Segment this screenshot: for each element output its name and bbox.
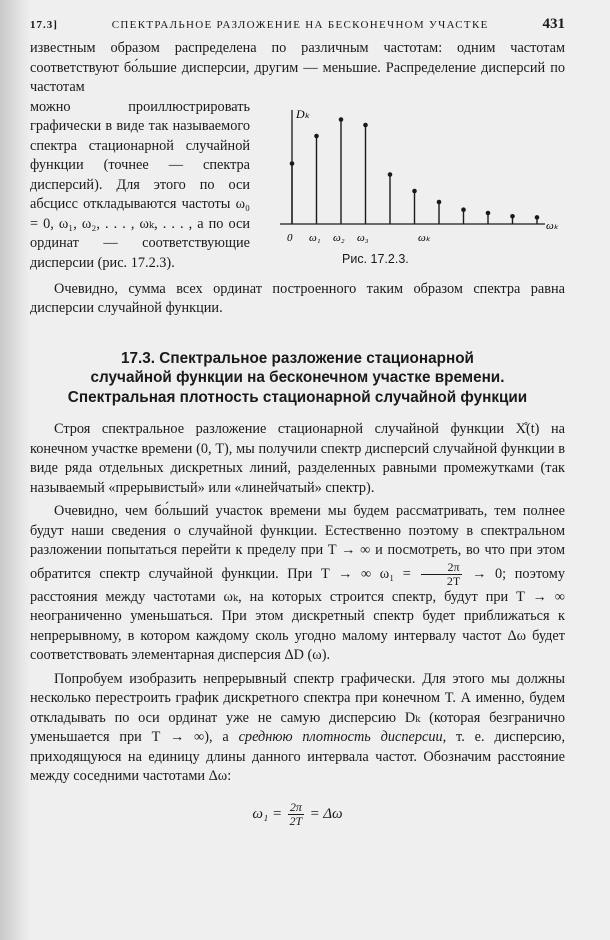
spectrum-point-3 [363, 122, 368, 127]
spectrum-point-0 [290, 161, 295, 166]
spectrum-point-1 [314, 133, 319, 138]
formula-right: = Δω [309, 805, 343, 822]
formula-denominator: 2T [289, 813, 303, 828]
tick-label-0: 0 [287, 231, 293, 244]
left-column [30, 98, 250, 276]
heading-line-3: Спектральная плотность стационарной случайной функции [67, 388, 528, 406]
spectrum-point-7 [461, 207, 466, 212]
book-page [30, 16, 565, 828]
tick-label-omega3: ω₃ [357, 231, 369, 244]
page-number: 431 [542, 16, 565, 32]
fraction-numerator: 2π [421, 561, 461, 575]
figure-caption: Рис. 17.2.3. [342, 251, 409, 266]
spectrum-point-4 [388, 172, 393, 177]
running-header [30, 16, 565, 36]
intro-paragraph: известным образом распределена по различным частотам: одним частотам соответствуют бо́льшие дисперсии, другим — меньшие. Распределение дисперсий по частотам [30, 40, 565, 95]
header-section: 17.3] [30, 19, 58, 31]
paragraph-3-start: Попробуем изобразить непрерывный спектр графически. Для этого мы должны несколько перестроить график дискретного спектра при конечном T. А именно, будем откладывать по оси ординат уже не самую дисперсию Dₖ (которая безгранично уменьшается при T → ∞), а [30, 670, 565, 745]
formula-fraction [288, 801, 304, 828]
paragraph-3 [30, 670, 565, 787]
spectrum-point-9 [510, 214, 515, 219]
section-heading [30, 349, 565, 408]
spectrum-point-5 [412, 188, 417, 193]
left-column-text: можно проиллюстрировать графически в виде так называемого спектра стационарной случайной функции (точнее — спектра дисперсий). Для этого по оси абсцисс откладываются частоты ω₀ = 0, ω₁, ω₂, . . . , ωₖ, . . . , а по оси ординат — соответствующие дисперсии (рис. 17.2.3). [30, 98, 250, 271]
paragraph-2-start: Очевидно, чем бо́льший участок времени мы будем рассматривать, тем полнее будут наши сведения о случайной функции. Естественно поэтому в спектральном разложении попытаться перейти к пределу при T → ∞ и посмотреть, во что при этом обратится спектр случайной функции. При T → ∞ ω₁ = [30, 503, 565, 582]
paragraph-1: Строя спектральное разложение стационарной случайной функции X̊(t) на конечном участке времени (0, T), мы получили спектр дисперсий случайной функции в виде ряда отдельных дискретных линий, разделенных равными промежутками (так называемый «прерывистый» или «линейчатый» спектр). [30, 421, 565, 496]
spectrum-point-8 [486, 210, 491, 215]
conclusion-paragraph: Очевидно, сумма всех ординат построенного таким образом спектра равна дисперсии случайной функции. [30, 280, 565, 316]
spectrum-point-6 [437, 199, 442, 204]
x-axis-label: ωₖ [546, 219, 559, 232]
tick-label-omega1: ω₁ [309, 231, 321, 244]
heading-line-2: случайной функции на бесконечном участке времени. [90, 369, 505, 386]
header-title: СПЕКТРАЛЬНОЕ РАЗЛОЖЕНИЕ НА БЕСКОНЕЧНОМ УЧАСТКЕ [111, 19, 489, 31]
y-axis-label: Dₖ [296, 106, 310, 121]
formula-numerator: 2π [289, 799, 302, 814]
spectrum-chart [250, 98, 565, 248]
tick-label-omega2: ω₂ [333, 231, 345, 244]
tick-label-omegak: ωₖ [418, 231, 431, 244]
fraction-denominator: 2T [446, 573, 461, 588]
page-binding-shadow [0, 0, 30, 940]
spectrum-point-10 [535, 215, 540, 220]
paragraph-2 [30, 502, 565, 666]
spectrum-point-2 [339, 117, 344, 122]
paragraph-3-emphasis: среднюю плотность дисперсии, [238, 729, 447, 745]
spectrum-figure [250, 98, 565, 276]
formula-delta-omega [30, 801, 565, 828]
spectrum-lines [290, 117, 540, 224]
text-with-figure [30, 98, 565, 276]
heading-line-1: 17.3. Спектральное разложение стационарной [121, 349, 474, 367]
formula-left: ω₁ = [252, 805, 283, 822]
paragraph-3-end: т. е. дисперсию, приходящуюся на единицу длины данного интервала частот. Обозначим расстояние между соседними частотами Δω: [30, 729, 566, 784]
inline-fraction [421, 561, 461, 588]
paragraph-2-end: → 0; поэтому расстояния между частотами ωₖ, на которых строится спектр, будут при T → ∞ неограниченно уменьшаться. При этом дискретный спектр будет приближаться к непрерывному, в котором каждому сколь угодно малому интервалу частот Δω будет соответствовать элементарная дисперсия ΔD (ω). [30, 565, 566, 663]
